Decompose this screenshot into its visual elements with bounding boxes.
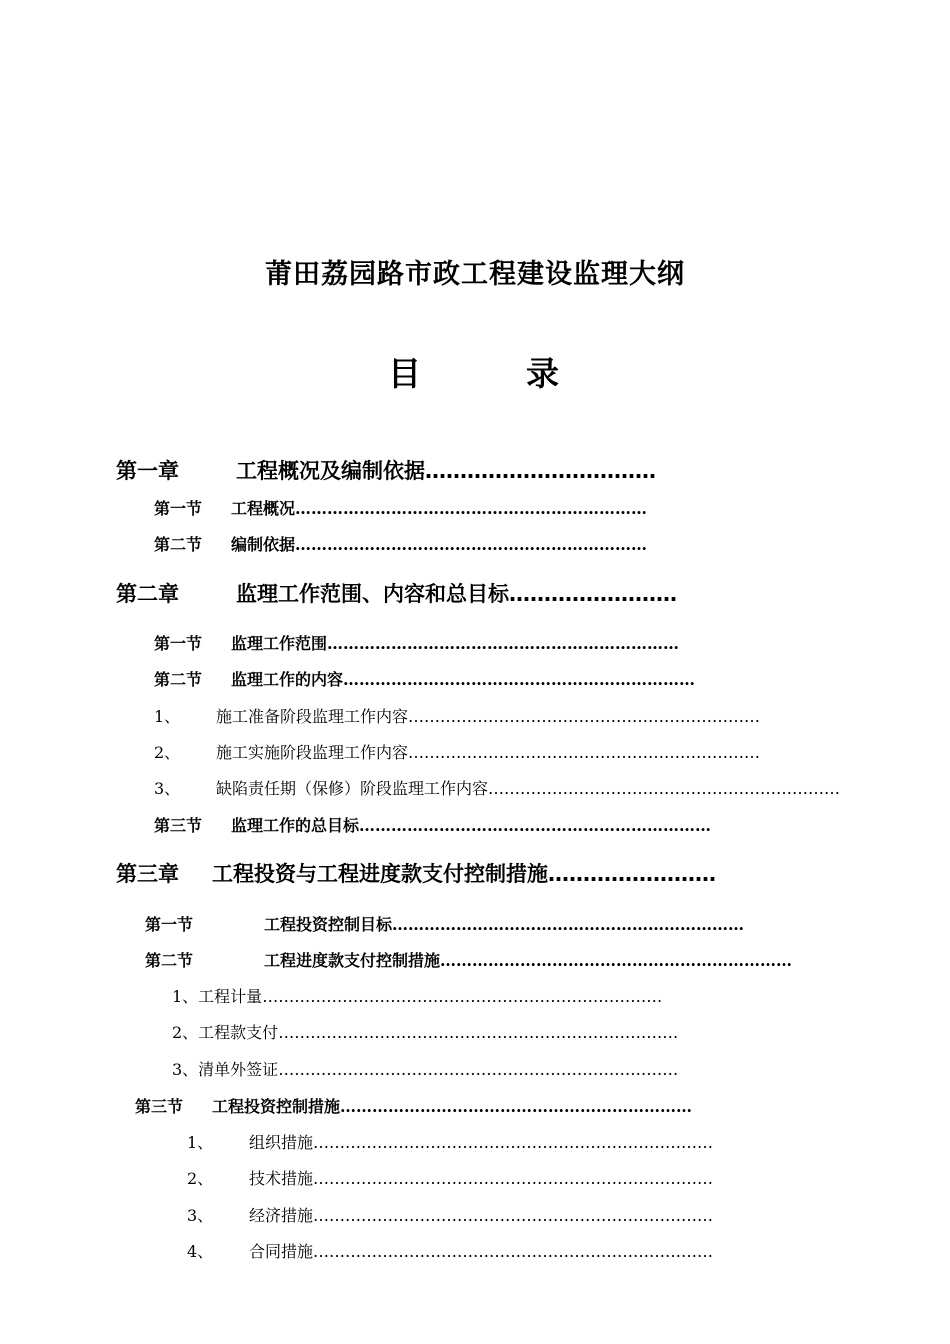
toc-leader: ………………………………………………………………… <box>262 987 663 1006</box>
toc-number: 第一节 <box>154 634 203 653</box>
toc-label: 工程概况及编制依据 <box>236 459 425 483</box>
toc-leader: ………………………………………………………… <box>392 915 745 934</box>
toc-label: 施工实施阶段监理工作内容 <box>216 743 409 762</box>
toc-number: 第二节 <box>154 670 203 689</box>
toc-entry <box>154 813 710 836</box>
toc-leader: ………………………………………………………… <box>340 1097 693 1116</box>
toc-leader: ………………………………………………………… <box>408 707 761 726</box>
toc-number: 第三节 <box>135 1097 184 1116</box>
toc-label: 1、工程计量 <box>172 987 263 1006</box>
toc-leader: ………………………………………………………… <box>327 634 680 653</box>
toc-entry <box>154 740 761 763</box>
toc-entry <box>154 532 710 555</box>
toc-label: 2、工程款支付 <box>172 1023 279 1042</box>
toc-entry <box>172 984 718 1007</box>
toc-entry <box>154 631 710 654</box>
toc-label: 编制依据 <box>231 535 296 554</box>
toc-label: 工程投资控制措施 <box>212 1097 341 1116</box>
toc-label: 3、清单外签证 <box>172 1060 279 1079</box>
toc-number: 2、 <box>154 743 181 762</box>
toc-leader: ………………………………………………………………… <box>313 1206 714 1225</box>
toc-label: 施工准备阶段监理工作内容 <box>216 707 409 726</box>
toc-leader: ………………………………………………………………… <box>278 1023 679 1042</box>
toc-number: 3、 <box>187 1206 214 1225</box>
toc-number: 第二节 <box>154 535 203 554</box>
toc-number: 4、 <box>187 1242 214 1261</box>
toc-entry <box>154 704 761 727</box>
toc-number: 1、 <box>187 1133 214 1152</box>
toc-number: 第一节 <box>145 915 194 934</box>
toc-leader: …………………… <box>548 862 716 886</box>
toc-leader: …………………… <box>509 582 677 606</box>
toc-leader: ………………………………………………………………… <box>313 1133 714 1152</box>
toc-label: 缺陷责任期（保修）阶段监理工作内容 <box>216 779 489 798</box>
toc-label: 工程概况 <box>231 499 296 518</box>
toc-leader: ………………………………………………………… <box>440 951 793 970</box>
toc-label: 合同措施 <box>249 1242 314 1261</box>
toc-label: 监理工作范围 <box>231 634 328 653</box>
toc-entry <box>187 1239 747 1262</box>
toc-leader: ………………………………………………………………… <box>313 1169 714 1188</box>
toc-number: 第一章 <box>116 459 179 483</box>
toc-entry <box>116 455 714 485</box>
toc-leader: …………………………… <box>425 459 656 483</box>
toc-number: 第二章 <box>116 582 179 606</box>
toc-number: 第三节 <box>154 816 203 835</box>
toc-leader: ………………………………………………………… <box>295 535 648 554</box>
toc-entry <box>187 1203 747 1226</box>
toc-number: 2、 <box>187 1169 214 1188</box>
toc-entry <box>145 912 762 935</box>
toc-entry <box>116 858 714 888</box>
toc-entry <box>154 496 710 519</box>
toc-entry <box>187 1166 747 1189</box>
toc-number: 第一节 <box>154 499 203 518</box>
document-title: 莆田荔园路市政工程建设监理大纲 <box>265 259 685 290</box>
toc-leader: ………………………………………………………………… <box>313 1242 714 1261</box>
toc-entry <box>187 1130 747 1153</box>
toc-label: 监理工作范围、内容和总目标 <box>236 582 509 606</box>
toc-label: 工程进度款支付控制措施 <box>264 951 441 970</box>
toc-label: 工程投资与工程进度款支付控制措施 <box>212 862 548 886</box>
toc-number: 1、 <box>154 707 181 726</box>
toc-number: 3、 <box>154 779 181 798</box>
toc-leader: ………………………………………………………………… <box>278 1060 679 1079</box>
toc-label: 工程投资控制目标 <box>264 915 393 934</box>
toc-leader: ………………………………………………………… <box>408 743 761 762</box>
toc-heading-right: 录 <box>526 354 559 393</box>
toc-label: 技术措施 <box>249 1169 314 1188</box>
toc-label: 经济措施 <box>249 1206 314 1225</box>
toc-leader: ………………………………………………………… <box>343 670 696 689</box>
toc-leader: ………………………………………………………… <box>488 779 841 798</box>
toc-label: 组织措施 <box>249 1133 314 1152</box>
toc-leader: ………………………………………………………… <box>295 499 648 518</box>
toc-label: 监理工作的总目标 <box>231 816 360 835</box>
toc-entry <box>116 578 714 608</box>
toc-number: 第二节 <box>145 951 194 970</box>
toc-entry <box>135 1094 710 1117</box>
toc-entry <box>145 948 793 971</box>
toc-heading-left: 目 <box>388 354 421 393</box>
toc-heading <box>0 348 950 396</box>
toc-entry <box>154 667 710 690</box>
toc-entry <box>172 1020 718 1043</box>
toc-entry <box>154 776 841 799</box>
toc-entry <box>172 1057 718 1080</box>
toc-label: 监理工作的内容 <box>231 670 344 689</box>
toc-leader: ………………………………………………………… <box>359 816 712 835</box>
toc-number: 第三章 <box>116 862 179 886</box>
